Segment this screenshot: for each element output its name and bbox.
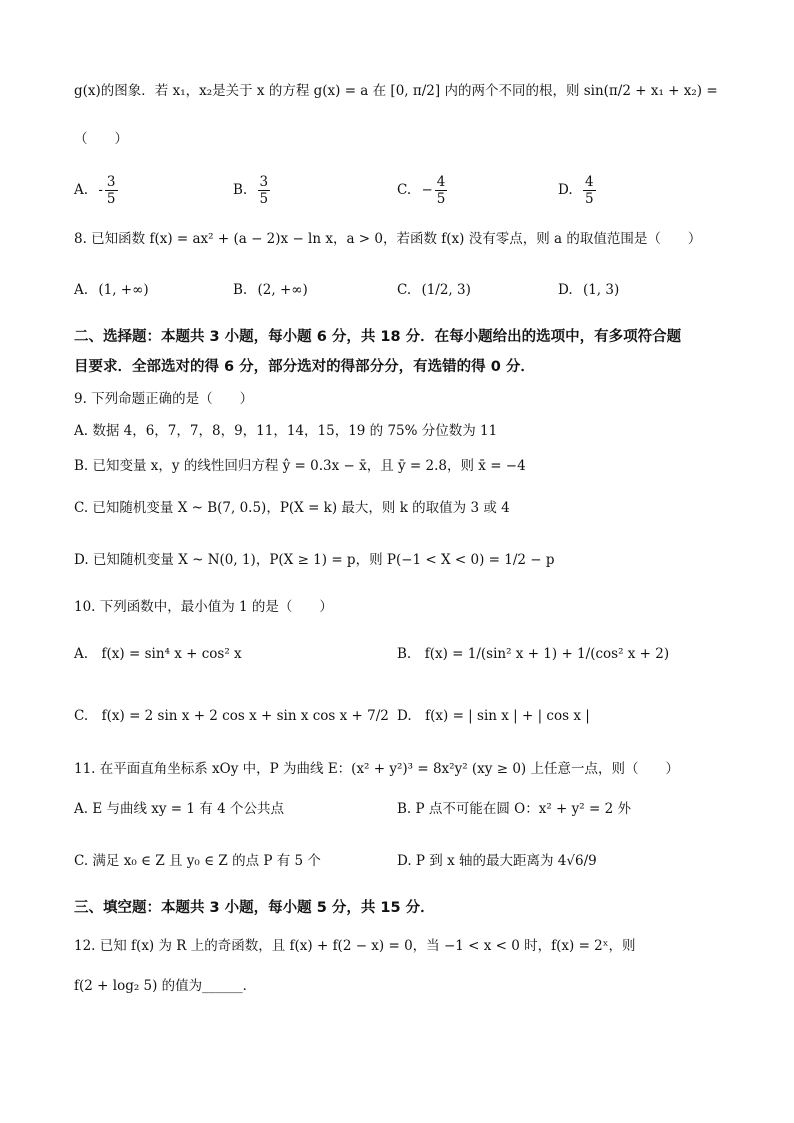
q9-option-a: A. 数据 4，6，7，7，8，9，11，14，15，19 的 75% 分位数为 11 — [74, 423, 498, 439]
section3-heading: 三、填空题：本题共 3 小题，每小题 5 分，共 15 分． — [74, 900, 435, 916]
q9-stem: 9. 下列命题正确的是（ ） — [74, 391, 254, 407]
q8-option-b: B. (2, +∞) — [233, 282, 308, 298]
q8-option-d: D. (1, 3) — [558, 282, 620, 298]
q11-option-a: A. E 与曲线 xy = 1 有 4 个公共点 — [74, 801, 284, 817]
section2-heading-line2: 目要求．全部选对的得 6 分，部分选对的得部分分，有选错的得 0 分． — [74, 359, 535, 375]
q9-option-d: D. 已知随机变量 X ~ N(0, 1)，P(X ≥ 1) = p，则 P(−1 < X < 0) = 1/2 − p — [74, 552, 555, 568]
q7-option-d: D. $\frac{4}{5}$ — [558, 174, 594, 207]
q11-option-d: D. P 到 x 轴的最大距离为 4√6/9 — [397, 853, 597, 869]
q9-option-b: B. 已知变量 x，y 的线性回归方程 ŷ = 0.3x − x̄，且 ȳ = 2.8，则 x̄ = −4 — [74, 458, 526, 474]
q9-option-c: C. 已知随机变量 X ~ B(7, 0.5)，P(X = k) 最大，则 k 的取值为 3 或 4 — [74, 500, 510, 516]
q8-stem: 8. 已知函数 f(x) = ax² + (a − 2)x − ln x，a > 0，若函数 f(x) 没有零点，则 a 的取值范围是（ ） — [74, 231, 702, 247]
q7-option-b: B. $\frac{3}{5}$ — [233, 174, 269, 207]
q7-option-a: A. - $\frac{3}{5}$ — [74, 174, 116, 207]
q8-option-c: C. (1/2, 3) — [397, 282, 471, 298]
q7-option-c: C. − $\frac{4}{5}$ — [397, 174, 446, 207]
q7-answer-paren: （ ） — [74, 131, 128, 147]
q12-line2: f(2 + log₂ 5) 的值为______． — [74, 978, 257, 994]
q10-stem: 10. 下列函数中，最小值为 1 的是（ ） — [74, 599, 333, 615]
q10-option-c: C. f(x) = 2 sin x + 2 cos x + sin x cos x + 7/2 — [74, 708, 389, 724]
q10-option-d: D. f(x) = | sin x | + | cos x | — [397, 708, 590, 724]
q10-option-a: A. f(x) = sin⁴ x + cos² x — [74, 646, 242, 662]
q10-option-b: B. f(x) = 1/(sin² x + 1) + 1/(cos² x + 2) — [397, 646, 670, 662]
q12-line1: 12. 已知 f(x) 为 R 上的奇函数，且 f(x) + f(2 − x) = 0，当 −1 < x < 0 时，f(x) = 2ˣ，则 — [74, 938, 636, 954]
q7-continuation-line: g(x)的图象．若 x₁，x₂是关于 x 的方程 g(x) = a 在 [0, π/2] 内的两个不同的根，则 sin(π/2 + x₁ + x₂) = — [74, 83, 718, 99]
q11-stem: 11. 在平面直角坐标系 xOy 中，P 为曲线 E：(x² + y²)³ = 8x²y² (xy ≥ 0) 上任意一点，则（ ） — [74, 761, 679, 777]
q11-option-c: C. 满足 x₀ ∈ Z 且 y₀ ∈ Z 的点 P 有 5 个 — [74, 853, 321, 869]
q11-option-b: B. P 点不可能在圆 O：x² + y² = 2 外 — [397, 801, 631, 817]
q8-option-a: A. (1, +∞) — [74, 282, 149, 298]
section2-heading-line1: 二、选择题：本题共 3 小题，每小题 6 分，共 18 分．在每小题给出的选项中，有多项符合题 — [74, 329, 682, 345]
